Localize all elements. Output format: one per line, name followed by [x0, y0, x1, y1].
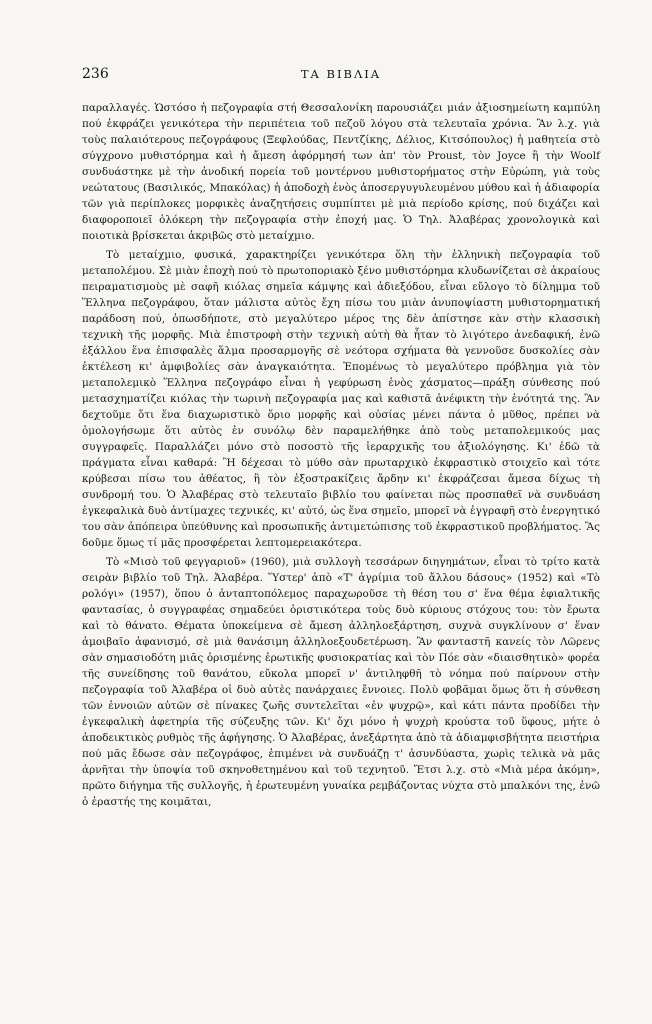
paragraph: Τὸ «Μισὸ τοῦ φεγγαριοῦ» (1960), μιὰ συλλογὴ τεσσάρων διηγημάτων, εἶναι τὸ τρίτο κατὰ σειρὰν βιβλίο τοῦ Τηλ. Ἀλαβέρα. Ὕστερ' ἀπὸ «Τ' ἀγρίμια τοῦ ἄλλου δάσους» (1952) καὶ «Τὸ ρολόγι» (1957), ὅπου ὁ ἀνταπτοπόλεμος παραχωροῦσε τὴ θέση του σ' ἕνα θέμα ἐφιαλτικῆς φαντασίας, ὁ συγγραφέας σημαδεύει ὁριστικότερα τοὺς δυὸ κύριους στόχους του: τὸν ἔρωτα καὶ τὸ θάνατο. Θέματα ὑποκείμενα σὲ ἄμεση ἀλληλοεξάρτηση, συχνὰ συγκλίνουν σ' ἕναν ἀμοιβαῖο ἀφανισμό, σὲ μιὰ θανάσιμη ἀλληλοεξουδετέρωση. Ἂν φανταστῆ κανείς τὸν Λῶρενς σὰν σημασιοδότη μιᾶς ὁρισμένης ἐρωτικῆς φυσιοκρατίας καὶ τὸν Πόε σὰν «διαισθητικὸ» φορέα τῆς συνείδησης τοῦ θανάτου, εὔκολα μπορεῖ ν' ἀντιληφθῆ τὸ νόημα πού παίρνουν στὴν πεζογραφία τοῦ Ἀλαβέρα οἱ δυὸ αὐτὲς πανάρχαιες ἔννοιες. Πολὺ φοβᾶμαι ὅμως ὅτι ἡ σύνθεση τῶν ἐννοιῶν αὐτῶν σὲ πίνακες ζωῆς συντελεῖται «ἐν ψυχρῷ», καὶ κάτι πάντα προδίδει τὴν ἐγκεφαλικὴ ἀφετηρία τῆς σύζευξης τῶν. Κι' ὄχι μόνο ἡ ψυχρὴ κρούστα τοῦ ὕφους, μήτε ὁ ἀποδεικτικὸς ρυθμὸς τῆς ἀφήγησης. Ὁ Ἀλαβέρας, ἀνεξάρτητα ἀπὸ τὰ ἀδιαμφισβήτητα πειστήρια πού μᾶς ἔδωσε σὰν πεζογράφος, ἐπιμένει νὰ συνδυάζῃ τ' ἀσυνδύαστα, χωρὶς τελικὰ νὰ μᾶς ἀρνῆται τὴν ὑποψία τοῦ σκηνοθετημένου καὶ τοῦ τεχνητοῦ. Ἔτσι λ.χ. στὸ «Μιὰ μέρα ἀκόμη», πρῶτο διήγημα τῆς συλλογῆς, ἡ ἐρωτευμένη γυναίκα ρεμβάζοντας νύχτα στὸ μπαλκόνι της, ἐνῶ ὁ ἐραστής της κοιμᾶται,	[82, 556, 600, 808]
paragraph: Τὸ μεταίχμιο, φυσικά, χαρακτηρίζει γενικότερα ὅλη τὴν ἑλληνικὴ πεζογραφία τοῦ μεταπολέμου. Σὲ μιὰν ἐποχὴ πού τὸ πρωτοποριακὸ ξένο μυθιστόρημα κλυδωνίζεται σὲ ἀκραίους πειραματισμοὺς μὲ σαφῆ κιόλας σημεῖα κάμψης καὶ ἀδιεξόδου, εἶναι εὔλογο τὸ δίλημμα τοῦ Ἕλληνα πεζογράφου, ὅταν μάλιστα αὐτὸς ἔχη πίσω του μιὰν ἀνυποψίαστη μυθιστορηματική παράδοση πού, ὁπωσδήποτε, στὸ μεγαλύτερο μέρος της δὲν ἀπίστησε κὰν στὴν κλασσικὴ τεχνικὴ τῆς μορφῆς. Μιὰ ἐπιστροφὴ στὴν τεχνικὴ αὐτὴ θὰ ἦταν τὸ λιγότερο ἀνεδαφική, ἐνῶ ἐξάλλου ἕνα ἐπισφαλὲς ἅλμα προσαρμογῆς σὲ νεότορα σχήματα θὰ γεννοῦσε δυσκολίες σὰν ἐκτέλεση κι' ἀμφιβολίες σὰν ἀναγκαιότητα. Ἑπομένως τὸ μεγαλύτερο πρόβλημα γιὰ τὸν μεταπολεμικὸ Ἕλληνα πεζογράφο εἶναι ἡ γεφύρωση ἑνὸς χάσματος—πράξη σύνθεσης πού μετασχηματίζει κιόλας τὴν τωρινὴ πεζογραφία μας καὶ καθιστᾶ ἀνέφικτη τὴν ἑνότητά της. Ἂν δεχτοῦμε ὅτι ἕνα διαχωριστικὸ ὅριο μορφῆς καὶ οὐσίας μένει πάντα ὁ μῦθος, πρέπει νὰ ὁμολογήσωμε ὅτι αὐτὸς ἐν συνόλῳ δὲν παραμελήθηκε ἀπὸ τοὺς μεταπολεμικούς μας συγγραφεῖς. Παραλλάζει μόνο στὸ ποσοστὸ τῆς ἱεραρχικῆς του ἀξιολόγησης. Κι' ἐδῶ τὰ πράγματα εἶναι καθαρά: Ἢ δέχεσαι τὸ μύθο σὰν πρωταρχικὸ ἐκφραστικὸ στοιχεῖο καὶ τότε κρύβεσαι πίσω του ἀθέατος, ἢ τὸν ἐξοστρακίζεις ἄρδην κι' ἐκφράζεσαι ἄμεσα δίχως τὴ συνδρομή του. Ὁ Ἀλαβέρας στὸ τελευταῖο βιβλίο του φαίνεται πὼς προσπαθεῖ νὰ συνδυάση ἐγκεφαλικὰ δυὸ ἀντίμαχες τεχνικές, κι' αὐτό, ὡς ἕνα σημεῖο, μπορεῖ νὰ ἐγγραφῆ στὸ ἐνεργητικό του σὰν ἀπόπειρα ὑπεύθυνης καὶ προσωπικῆς ἀντιμετώπισης τοῦ ἐκφραστικοῦ προβλήματος. Ἂς δοῦμε ὅμως τί μᾶς προσφέρεται λεπτομερειακότερα.	[82, 249, 600, 549]
body-text	[82, 100, 600, 810]
paragraph: παραλλαγές. Ὡστόσο ἡ πεζογραφία στή Θεσσαλονίκη παρουσιάζει μιάν ἀξιοσημείωτη καμπύλη πού ἐκφράζει γενικότερα τὴν περιπέτεια τοῦ πεζοῦ λόγου στὰ τελευταῖα χρόνια. Ἂν λ.χ. γιὰ τοὺς παλαιότερους πεζογράφους (Ξεφλούδας, Πεντζίκης, Δέλιος, Κιτσόπουλος) ἡ μαθητεία στὸ σύγχρονο μυθιστόρημα καὶ ἡ ἄμεση ἀφόρμησή των ἀπ' τὸν Proust, τὸν Joyce ἢ τὴν Woolf συνδυάστηκε μὲ τὴν ἀνοδική πορεία τοῦ μοντέρνου μυθιστορήματος στὴν Εὐρώπη, γιὰ τοὺς νεώτατους (Βασιλικός, Μπακόλας) ἡ ἀποδοχὴ ἑνὸς ἀποσεργυγυλευμένου μύθου καὶ ἡ ἀδιαφορία τῶν γιὰ περίπλοκες μορφικὲς ἀναζητήσεις συμπίπτει μὲ μιὰ περίοδο κρίσης, πού διχάζει καὶ διαφοροποιεῖ ὁλόκερη τὴν πεζογραφία στὴν ἐποχή μας. Ὁ Τηλ. Ἀλαβέρας χρονολογικὰ καὶ ποιοτικὰ βρίσκεται ἀκριβῶς στὸ μεταίχμιο.	[82, 102, 600, 242]
running-head: ΤΑ ΒΙΒΛΙΑ	[300, 67, 382, 81]
page-header	[82, 66, 600, 82]
page-number: 236	[82, 66, 109, 82]
